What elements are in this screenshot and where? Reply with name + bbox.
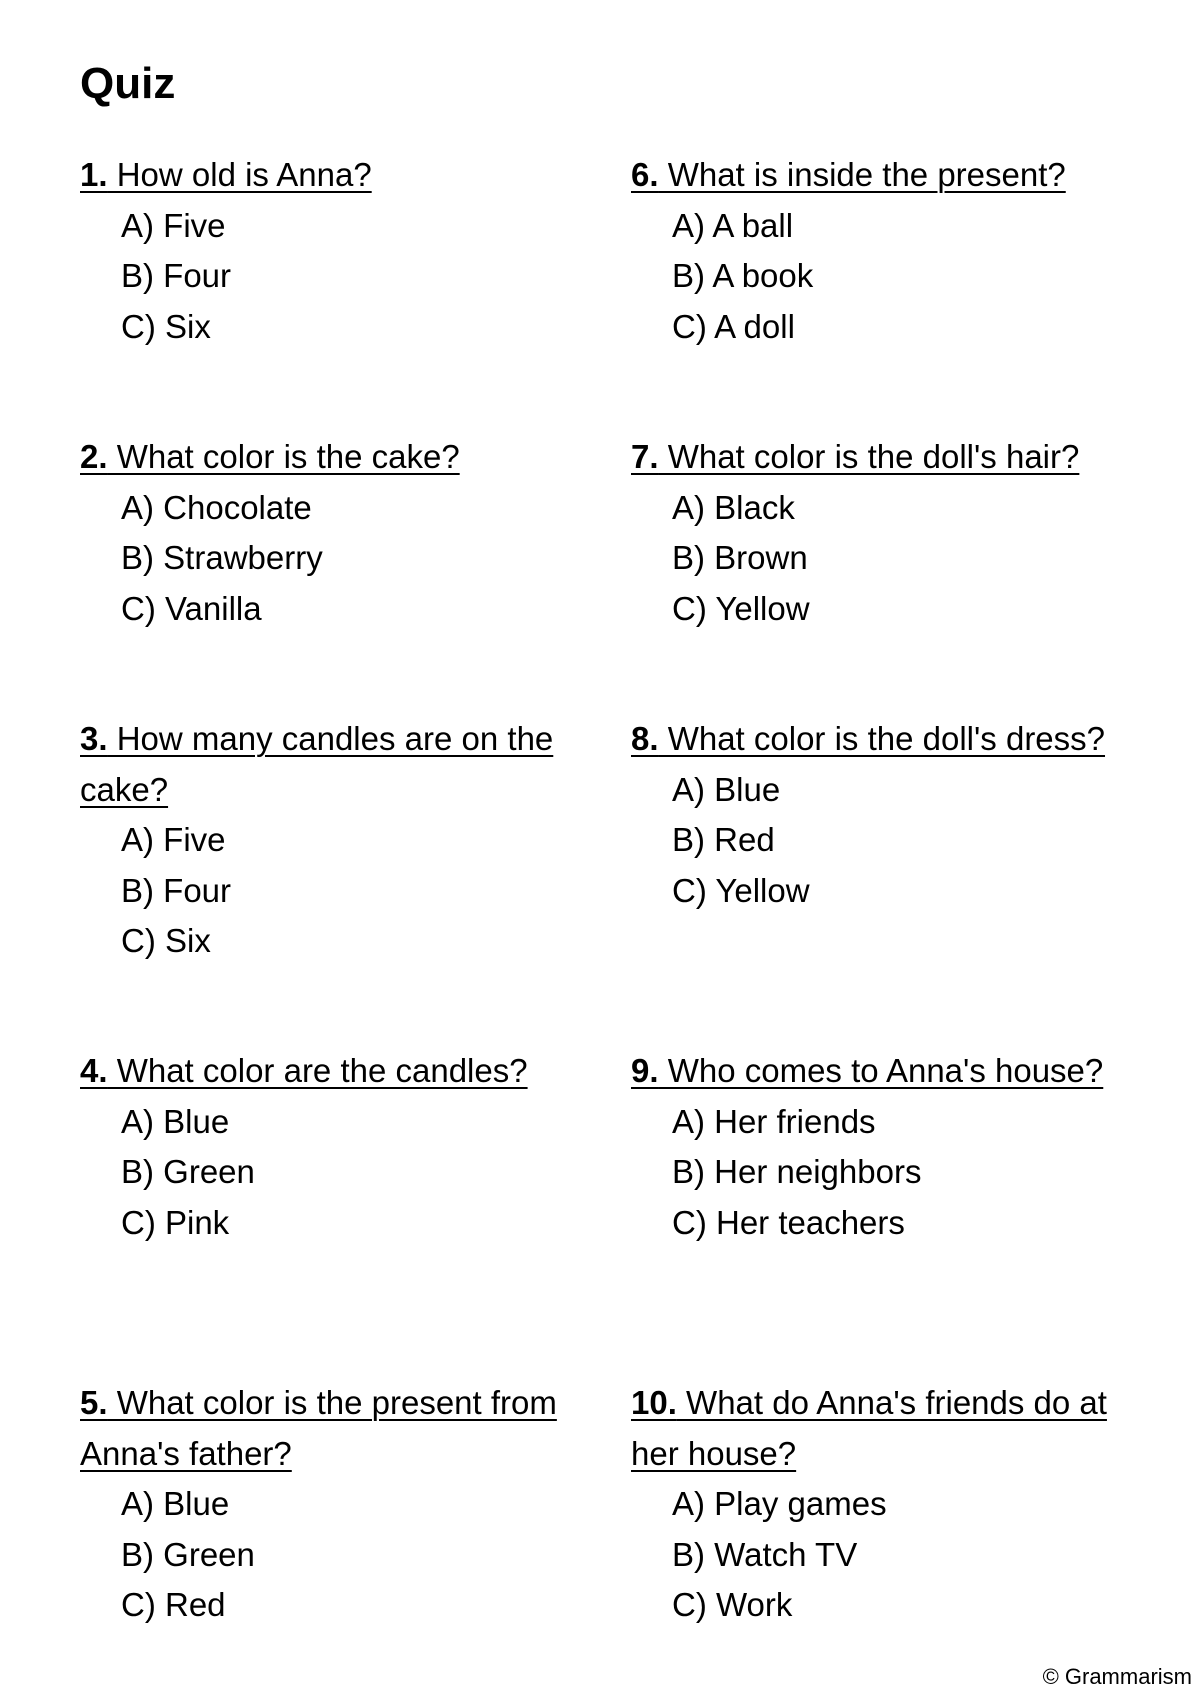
answer-option: B) Red <box>672 821 775 858</box>
question-text: 4. What color are the candles? <box>80 1052 528 1089</box>
question-number: 10. <box>631 1384 677 1421</box>
question-number: 1. <box>80 156 108 193</box>
question-text: 1. How old is Anna? <box>80 156 372 193</box>
answer-options <box>80 201 560 353</box>
answer-option: C) Pink <box>121 1203 230 1241</box>
question-number: 6. <box>631 156 659 193</box>
answer-option: A) A ball <box>672 206 794 244</box>
question-text: 6. What is inside the present? <box>631 156 1066 193</box>
answer-option: B) Green <box>121 1153 255 1190</box>
question-8 <box>631 714 1131 916</box>
answer-option: A) Blue <box>121 1485 230 1522</box>
question-number: 3. <box>80 720 108 757</box>
question-1 <box>80 150 560 352</box>
question-number: 8. <box>631 720 659 757</box>
answer-option: A) Blue <box>121 1102 230 1140</box>
question-2 <box>80 432 560 634</box>
answer-option: C) Yellow <box>672 871 810 909</box>
answer-option: B) Watch TV <box>672 1535 858 1573</box>
question-text: 2. What color is the cake? <box>80 438 460 475</box>
answer-options <box>631 483 1131 635</box>
answer-option: A) Blue <box>672 770 781 808</box>
answer-option: B) Four <box>121 871 232 909</box>
answer-option: B) Green <box>121 1535 255 1573</box>
answer-option: C) A doll <box>672 307 795 345</box>
answer-option: C) Yellow <box>672 589 810 627</box>
answer-options <box>631 201 1131 353</box>
answer-option: C) Six <box>121 307 211 345</box>
question-text: 10. What do Anna's friends do at her house? <box>631 1384 1107 1472</box>
answer-option: A) Five <box>121 206 226 244</box>
question-6 <box>631 150 1131 352</box>
answer-option: A) Her friends <box>672 1102 876 1140</box>
answer-options <box>631 1097 1131 1249</box>
answer-option: B) Her neighbors <box>672 1153 922 1190</box>
page-title: Quiz <box>80 59 176 108</box>
question-text: 7. What color is the doll's hair? <box>631 438 1080 475</box>
answer-options <box>80 815 560 967</box>
answer-option: B) Four <box>121 257 232 294</box>
question-3 <box>80 714 560 967</box>
question-text: 5. What color is the present from Anna's father? <box>80 1384 557 1472</box>
answer-options <box>631 765 1131 917</box>
question-9 <box>631 1046 1131 1248</box>
question-number: 2. <box>80 438 108 475</box>
answer-option: A) Black <box>672 488 795 526</box>
answer-options <box>631 1479 1131 1631</box>
question-10 <box>631 1378 1131 1631</box>
answer-options <box>80 1097 560 1249</box>
question-number: 4. <box>80 1052 108 1089</box>
answer-option: B) Brown <box>672 539 808 576</box>
question-4 <box>80 1046 560 1248</box>
answer-option: C) Six <box>121 922 211 959</box>
question-text: 3. How many candles are on the cake? <box>80 720 554 808</box>
question-5 <box>80 1378 560 1631</box>
question-number: 9. <box>631 1052 659 1089</box>
answer-option: C) Red <box>121 1586 226 1623</box>
answer-option: B) Strawberry <box>121 539 323 576</box>
question-text: 8. What color is the doll's dress? <box>631 720 1106 757</box>
answer-option: C) Her teachers <box>672 1203 905 1241</box>
answer-option: A) Five <box>121 821 226 858</box>
answer-options <box>80 483 560 635</box>
copyright-footer: © Grammarism <box>1042 1664 1192 1689</box>
answer-option: B) A book <box>672 257 814 294</box>
answer-option: C) Work <box>672 1586 793 1623</box>
question-number: 5. <box>80 1384 108 1421</box>
answer-option: A) Chocolate <box>121 488 312 526</box>
answer-option: A) Play games <box>672 1485 887 1522</box>
question-number: 7. <box>631 438 659 475</box>
answer-options <box>80 1479 560 1631</box>
question-7 <box>631 432 1131 634</box>
answer-option: C) Vanilla <box>121 589 262 627</box>
question-text: 9. Who comes to Anna's house? <box>631 1052 1104 1089</box>
